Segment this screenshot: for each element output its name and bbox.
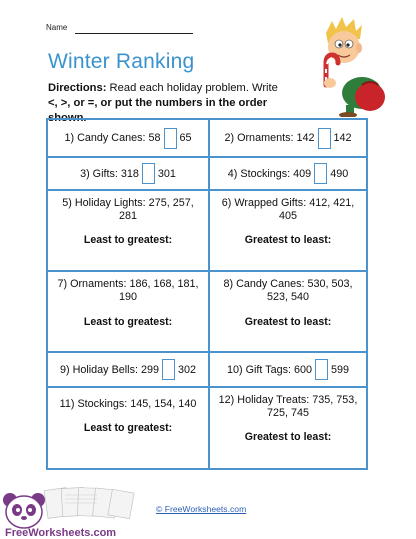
problem-1 bbox=[48, 120, 208, 156]
problem-7-text: 7) Ornaments: 186, 168, 181, 190 bbox=[57, 278, 199, 303]
svg-text:FreeWorksheets.com: FreeWorksheets.com bbox=[5, 527, 117, 539]
problem-12 bbox=[210, 388, 366, 468]
freeworksheets-logo bbox=[0, 487, 140, 539]
problem-4-left: 4) Stockings: 409 bbox=[227, 167, 312, 180]
directions-label: Directions: bbox=[48, 82, 107, 94]
problem-5-text: 5) Holiday Lights: 275, 257, 281 bbox=[62, 197, 194, 222]
answer-box[interactable] bbox=[162, 359, 175, 380]
problem-grid bbox=[46, 118, 368, 470]
footer-link[interactable]: © FreeWorksheets.com bbox=[156, 504, 247, 514]
name-label: Name bbox=[46, 23, 68, 32]
page-title: Winter Ranking bbox=[48, 50, 195, 73]
problem-1-right: 65 bbox=[179, 132, 192, 144]
problem-5 bbox=[48, 191, 208, 270]
problem-10-left: 10) Gift Tags: 600 bbox=[226, 363, 312, 376]
problem-6-text: 6) Wrapped Gifts: 412, 421, 405 bbox=[221, 197, 355, 222]
problem-2-left: 2) Ornaments: 142 bbox=[224, 132, 315, 144]
problem-5-order: Least to greatest: bbox=[83, 234, 173, 246]
problem-10 bbox=[210, 353, 366, 386]
problem-8-order: Greatest to least: bbox=[244, 316, 332, 328]
answer-box[interactable] bbox=[314, 163, 327, 184]
problem-6-order: Greatest to least: bbox=[244, 234, 332, 246]
directions-line2: <, >, or =, or put the numbers in the order shown. bbox=[48, 97, 268, 124]
answer-box[interactable] bbox=[164, 128, 177, 149]
problem-1-left: 1) Candy Canes: 58 bbox=[64, 132, 161, 144]
problem-8-text: 8) Candy Canes: 530, 503, 523, 540 bbox=[223, 278, 353, 303]
problem-7-order: Least to greatest: bbox=[83, 316, 173, 328]
elf-boy-illustration bbox=[312, 15, 392, 117]
answer-box[interactable] bbox=[315, 359, 328, 380]
problem-4 bbox=[210, 158, 366, 189]
name-line bbox=[75, 33, 193, 34]
answer-box[interactable] bbox=[318, 128, 331, 149]
problem-2-right: 142 bbox=[333, 132, 352, 144]
problem-10-right: 599 bbox=[331, 363, 350, 376]
directions-text: Read each holiday problem. Write bbox=[106, 82, 278, 94]
problem-12-text: 12) Holiday Treats: 735, 753, 725, 745 bbox=[218, 394, 358, 419]
problem-3 bbox=[48, 158, 208, 189]
problem-12-order: Greatest to least: bbox=[244, 431, 332, 443]
problem-4-right: 490 bbox=[330, 167, 349, 180]
answer-box[interactable] bbox=[142, 163, 155, 184]
problem-3-left: 3) Gifts: 318 bbox=[80, 167, 139, 180]
problem-6 bbox=[210, 191, 366, 270]
problem-9-left: 9) Holiday Bells: 299 bbox=[59, 363, 159, 376]
problem-11-text: 11) Stockings: 145, 154, 140 bbox=[59, 398, 197, 410]
problem-2 bbox=[210, 120, 366, 156]
problem-7 bbox=[48, 272, 208, 351]
problem-11 bbox=[48, 388, 208, 468]
problem-9 bbox=[48, 353, 208, 386]
problem-9-right: 302 bbox=[178, 363, 197, 376]
problem-3-right: 301 bbox=[157, 167, 176, 180]
problem-8 bbox=[210, 272, 366, 351]
problem-11-order: Least to greatest: bbox=[83, 422, 173, 434]
